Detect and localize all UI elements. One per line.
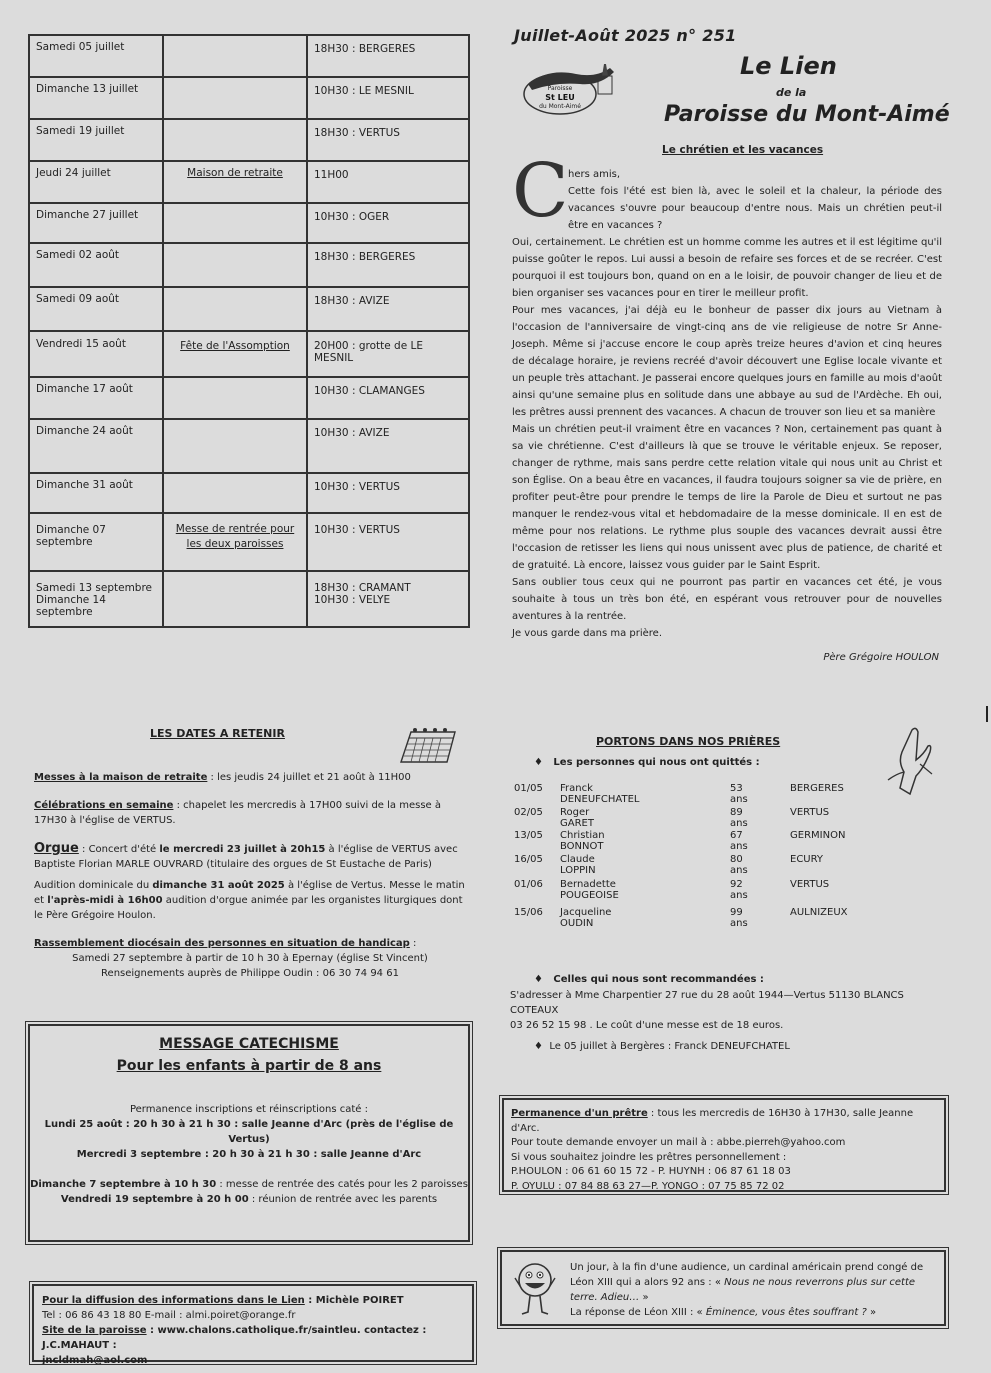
schedule-event: Messe de rentrée pour les deux paroisses — [163, 513, 307, 571]
deceased-name: Claude LOPPIN — [560, 853, 596, 876]
deceased-name: Christian BONNOT — [560, 830, 605, 852]
page-edge-mark — [986, 706, 988, 722]
schedule-row — [29, 377, 469, 419]
deceased-age: 99 ans — [730, 906, 748, 929]
schedule-time-place: 10H30 : VERTUS — [307, 513, 469, 571]
deceased-place: ECURY — [790, 853, 824, 865]
handicap-gathering: Rassemblement diocésain des personnes en situation de handicap : Samedi 27 septembre à partir de 10 h 30 à Epernay (église St Vincent) Renseignements auprès de Philippe Oudin : 06 30 74 94 61 — [34, 938, 428, 979]
deceased-title: ♦ Les personnes qui nous ont quittés : — [534, 757, 760, 768]
deceased-date: 16/05 — [514, 853, 543, 865]
schedule-row — [29, 331, 469, 377]
letter-signature: Père Grégoire HOULON — [823, 652, 939, 663]
prayers-section-title: PORTONS DANS NOS PRIÈRES — [596, 735, 781, 748]
schedule-event: Maison de retraite — [163, 161, 307, 203]
deceased-date: 01/06 — [514, 879, 543, 890]
letter-closing: Je vous garde dans ma prière. — [512, 628, 662, 639]
newsletter-title-connector: de la — [776, 86, 807, 99]
schedule-date: Samedi 13 septembre Dimanche 14 septembre — [29, 571, 163, 627]
deceased-place: BERGERES — [790, 783, 844, 794]
schedule-date: Dimanche 27 juillet — [29, 203, 163, 243]
deceased-date: 01/05 — [514, 783, 543, 794]
schedule-time-place: 18H30 : BERGERES — [307, 35, 469, 77]
deceased-name: Bernadette POUGEOISE — [560, 879, 619, 901]
dates-list — [34, 770, 466, 981]
praying-hands-icon — [882, 724, 938, 798]
anecdote-text: Un jour, à la fin d'une audience, un cardinal américain prend congé de Léon XIII qui a alors 92 ans : « Nous ne nous reverrons plus sur cette terre. Adieu… » La réponse de Léon XIII : « Éminence, vous êtes souffrant ? » — [570, 1262, 924, 1318]
organ-concert: Orgue : Concert d'été le mercredi 23 juillet à 20h15 à l'église de VERTUS avec Baptiste Florian MARLE OUVRARD (titulaire des orgues de St Eustache de Paris) — [34, 841, 458, 870]
svg-text:du Mont-Aimé: du Mont-Aimé — [539, 103, 581, 110]
letter-paragraph: Oui, certainement. Le chrétien est un homme comme les autres et il est légitime qu'il puisse goûter le repos. Lui aussi a besoin de refaire ses forces et de se recréer. C'est pourquoi il est toujours bon, quand on en a le loisir, de pouvoir changer de lieu et de bien organiser ses vacances pour en tirer le meilleur profit. — [512, 237, 942, 299]
schedule-row — [29, 243, 469, 287]
deceased-name: Roger GARET — [560, 806, 594, 829]
schedule-row — [29, 419, 469, 473]
organ-audition: Audition dominicale du dimanche 31 août 2025 à l'église de Vertus. Messe le matin et l'après-midi à 16h00 audition d'orgue animée par les organistes liturgiques dont le Père Grégoire Houlon. — [34, 880, 465, 921]
schedule-event — [163, 473, 307, 513]
schedule-date: Dimanche 07 septembre — [29, 513, 163, 571]
schedule-event — [163, 287, 307, 331]
schedule-event — [163, 77, 307, 119]
letter-greeting: hers amis, — [568, 169, 621, 180]
recommended-title: ♦ Celles qui nous sont recommandées : — [534, 974, 764, 985]
schedule-event — [163, 203, 307, 243]
schedule-time-place: 10H30 : CLAMANGES — [307, 377, 469, 419]
schedule-date: Samedi 19 juillet — [29, 119, 163, 161]
schedule-date: Vendredi 15 août — [29, 331, 163, 377]
schedule-date: Jeudi 24 juillet — [29, 161, 163, 203]
schedule-time-place: 18H30 : VERTUS — [307, 119, 469, 161]
schedule-event — [163, 119, 307, 161]
schedule-date: Dimanche 31 août — [29, 473, 163, 513]
deceased-date: 13/05 — [514, 830, 543, 841]
schedule-date: Dimanche 13 juillet — [29, 77, 163, 119]
schedule-event — [163, 419, 307, 473]
schedule-time-place: 10H30 : LE MESNIL — [307, 77, 469, 119]
deceased-place: GERMINON — [790, 830, 846, 841]
schedule-event — [163, 243, 307, 287]
deceased-age: 53 ans — [730, 783, 748, 805]
recommended-details: S'adresser à Mme Charpentier 27 rue du 28 août 1944—Vertus 51130 BLANCS COTEAUX 03 26 52 15 98 . Le coût d'une messe est de 18 euros. ♦ Le 05 juillet à Bergères : Franck DENEUFCHATEL — [510, 988, 946, 1054]
deceased-place: AULNIZEUX — [790, 906, 848, 918]
schedule-date: Samedi 02 août — [29, 243, 163, 287]
svg-text:St LEU: St LEU — [545, 93, 575, 102]
schedule-event — [163, 377, 307, 419]
schedule-time-place: 18H30 : AVIZE — [307, 287, 469, 331]
schedule-row — [29, 77, 469, 119]
schedule-time-place: 10H30 : VERTUS — [307, 473, 469, 513]
schedule-row — [29, 119, 469, 161]
anecdote-box — [500, 1250, 946, 1326]
deceased-place: VERTUS — [790, 806, 830, 818]
letter-paragraph: Pour mes vacances, j'ai déjà eu le bonheur de passer dix jours au Vietnam à l'occasion de l'anniversaire de vingt-cinq ans de vie religieuse de notre Sr Anne-Joseph. Même si j'accuse encore le coup après treize heures d'avion et cinq heures de décalage horaire, je reviens recréé d'avoir découvert une Eglise locale vivante et un peuple très attachant. Je passerai encore quelques jours en famille au mois d'août ainsi qu'une semaine plus en solitude dans une abbaye au sud de l'Ardèche. Eh oui, les prêtres aussi prennent des vacances. A chacun de trouver son lieu et sa manière — [512, 305, 942, 418]
newsletter-title: Le Lien — [740, 52, 837, 80]
letter-paragraph: Mais un chrétien peut-il vraiment être en vacances ? Non, certainement pas quant à sa vie chrétienne. C'est d'ailleurs là que se trouve le véritable enjeux. Se reposer, changer de rythme, mais sans perdre cette relation vitale qui nous unit au Christ et son Église. On a beau être en vacances, il faudra toujours soigner sa vie de prière, en profiter peut-être pour prendre le temps de lire la Parole de Dieu et surtout ne pas manquer le rendez-vous vital et hebdomadaire de la messe dominicale. Il en est de même pour nos relations. Le rythme plus souple des vacances devrait aussi être l'occasion de retisser les liens qui nous unissent avec plus de patience, de charité et de gratuité. Là encore, laissez vous guider par le Saint Esprit. — [512, 424, 942, 571]
schedule-time-place: 11H00 — [307, 161, 469, 203]
schedule-time-place: 10H30 : AVIZE — [307, 419, 469, 473]
schedule-row — [29, 161, 469, 203]
schedule-row — [29, 203, 469, 243]
pastor-letter — [512, 166, 942, 642]
schedule-date: Samedi 05 juillet — [29, 35, 163, 77]
schedule-event — [163, 35, 307, 77]
retirement-home-masses: Messes à la maison de retraite : les jeudis 24 juillet et 21 août à 11H00 — [34, 772, 411, 783]
schedule-event: Fête de l'Assomption — [163, 331, 307, 377]
article-title: Le chrétien et les vacances — [662, 144, 824, 156]
schedule-time-place: 20H00 : grotte de LE MESNIL — [307, 331, 469, 377]
issue-number: Juillet-Août 2025 n° 251 — [514, 26, 737, 45]
schedule-date: Dimanche 17 août — [29, 377, 163, 419]
deceased-date: 15/06 — [514, 906, 543, 918]
weekday-celebrations: Célébrations en semaine : chapelet les mercredis à 17H00 suivi de la messe à 17H30 à l'église de VERTUS. — [34, 800, 441, 826]
deceased-age: 80 ans — [730, 853, 748, 876]
dates-section-title: LES DATES A RETENIR — [150, 727, 285, 740]
schedule-row — [29, 571, 469, 627]
schedule-time-place: 18H30 : CRAMANT 10H30 : VELYE — [307, 571, 469, 627]
catechism-title: MESSAGE CATECHISME — [159, 1036, 339, 1052]
letter-paragraph: Cette fois l'été est bien là, avec le soleil et la chaleur, la période des vacances s'ouvre pour beaucoup d'entre nous. Mais un chrétien peut-il être en vacances ? — [568, 186, 942, 231]
schedule-row — [29, 473, 469, 513]
schedule-row — [29, 287, 469, 331]
schedule-date: Samedi 09 août — [29, 287, 163, 331]
deceased-name: Franck DENEUFCHATEL — [560, 783, 640, 805]
catechism-subtitle: Pour les enfants à partir de 8 ans — [116, 1058, 382, 1074]
deceased-place: VERTUS — [790, 879, 830, 890]
dropcap-letter: C — [512, 148, 569, 234]
letter-paragraph: Sans oublier tous ceux qui ne pourront pas partir en vacances cet été, je vous souhaite à tous un très bon été, en espérant vous retrouver pour de nouvelles aventures à la rentrée. — [512, 577, 942, 622]
deceased-age: 92 ans — [730, 879, 748, 901]
catechism-details: Permanence inscriptions et réinscriptions caté : Lundi 25 août : 20 h 30 à 21 h 30 : salle Jeanne d'Arc (près de l'église de Vertus) Mercredi 3 septembre : 20 h 30 à 21 h 30 : salle Jeanne d'Arc Dimanche 7 septembre à 10 h 30 : messe de rentrée des catés pour les 2 paroisses Vendredi 19 septembre à 20 h 00 : réunion de rentrée avec les parents — [30, 1104, 468, 1205]
newsletter-parish-name: Paroisse du Mont-Aimé — [664, 102, 950, 127]
parish-logo-icon — [518, 60, 624, 118]
priest-permanence-box: Permanence d'un prêtre : tous les mercredis de 16H30 à 17H30, salle Jeanne d'Arc. Pour toute demande envoyer un mail à : abbe.pierreh@yahoo.com Si vous souhaitez joindre les prêtres personnellement : P.HOULON : 06 61 60 15 72 - P. HUYNH : 06 87 61 18 03 P. OYULU : 07 84 88 63 27—P. YONGO : 07 75 85 72 02 — [502, 1098, 946, 1192]
schedule-date: Dimanche 24 août — [29, 419, 163, 473]
schedule-row — [29, 35, 469, 77]
calendar-icon — [397, 726, 459, 764]
diffusion-contact-box: Pour la diffusion des informations dans le Lien : Michèle POIRET Tel : 06 86 43 18 80 E-mail : almi.poiret@orange.fr Site de la paroisse : www.chalons.catholique.fr/saintleu. contactez : J.C.MAHAUT : jncldmah@aol.com — [32, 1284, 474, 1362]
deceased-age: 89 ans — [730, 806, 748, 829]
deceased-date: 02/05 — [514, 806, 543, 818]
catechism-box — [28, 1024, 470, 1242]
schedule-time-place: 10H30 : OGER — [307, 203, 469, 243]
schedule-event — [163, 571, 307, 627]
deceased-name: Jacqueline OUDIN — [560, 906, 612, 929]
schedule-time-place: 18H30 : BERGERES — [307, 243, 469, 287]
smiley-character-icon — [514, 1258, 556, 1318]
schedule-row — [29, 513, 469, 571]
svg-text:Paroisse: Paroisse — [547, 85, 573, 92]
recommended-item: ♦ Le 05 juillet à Bergères : Franck DENEUFCHATEL — [534, 1041, 790, 1052]
deceased-age: 67 ans — [730, 830, 748, 852]
mass-schedule-table — [28, 34, 470, 628]
